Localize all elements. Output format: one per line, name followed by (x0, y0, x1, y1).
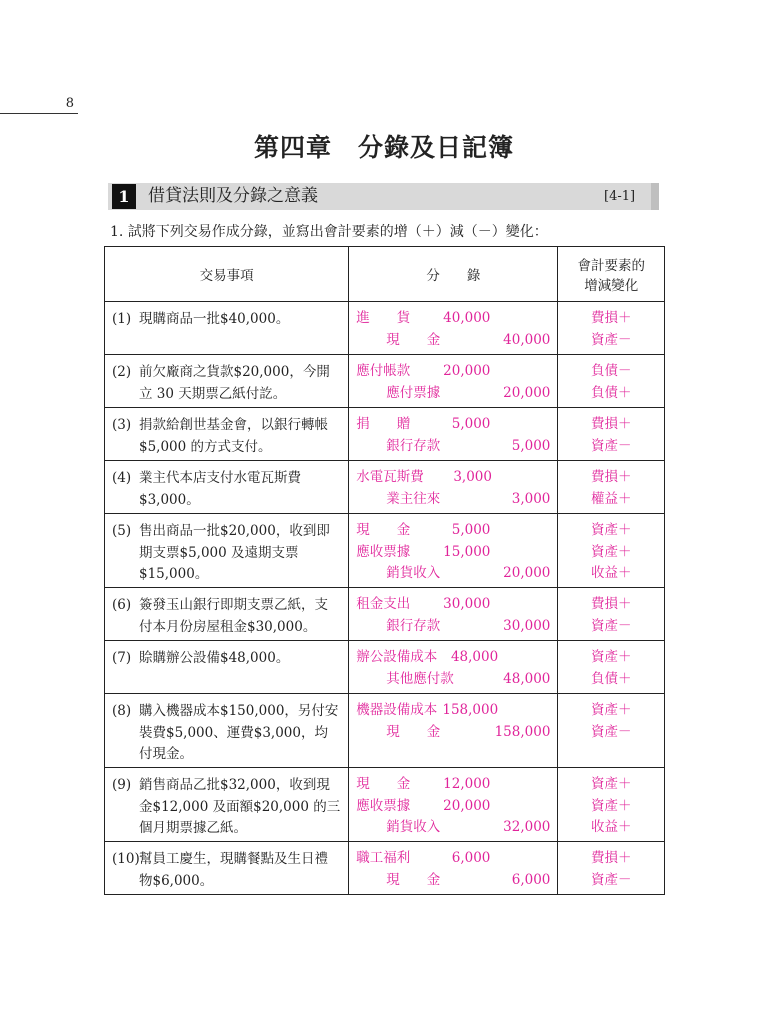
account-name: 現 金 (356, 522, 411, 538)
debit-amount (440, 616, 499, 638)
account-name: 銷貨收入 (386, 565, 441, 581)
account-name: 應付帳款 (356, 363, 411, 379)
debit-amount: 5,000 (451, 522, 491, 538)
account-name: 捐 贈 (356, 416, 411, 432)
table-header-row (105, 247, 665, 302)
debit-amount: 6,000 (451, 850, 491, 866)
table-row (105, 355, 665, 408)
debit-line (356, 700, 550, 722)
account-name: 租金支出 (356, 596, 411, 612)
account-name: 銷貨收入 (386, 819, 441, 835)
transaction-description: 簽發玉山銀行即期支票乙紙，支付本月份房屋租金$30,000。 (139, 597, 328, 635)
account-name: 辦公設備成本 (356, 649, 438, 665)
credit-line (356, 383, 550, 405)
credit-line (356, 817, 550, 839)
debit-amount (440, 722, 494, 744)
element-change: 負債＋ (590, 670, 632, 687)
credit-amount (498, 700, 550, 722)
transaction-number: (8) (112, 703, 132, 719)
section-number: 1 (112, 184, 136, 209)
element-change: 收益＋ (590, 565, 632, 581)
credit-amount: 20,000 (503, 384, 551, 401)
transaction-number: (1) (112, 311, 132, 327)
credit-line (356, 669, 550, 691)
credit-amount: 5,000 (511, 437, 551, 454)
debit-amount (440, 563, 499, 585)
entry-cell (349, 514, 558, 588)
debit-amount: 5,000 (451, 416, 491, 432)
debit-line (356, 361, 550, 383)
transaction-cell (105, 302, 349, 355)
transaction-description: 銷售商品乙批$32,000，收到現金$12,000 及面額$20,000 的三個月期票據乙紙。 (139, 777, 341, 836)
debit-amount (440, 817, 499, 839)
credit-line (356, 616, 550, 638)
element-change: 資產＋ (590, 522, 632, 538)
transaction-cell (105, 768, 349, 842)
credit-line (356, 489, 550, 511)
effect-cell (558, 408, 665, 461)
page-number: 8 (0, 96, 78, 114)
effect-cell (558, 842, 665, 895)
element-change: 資產－ (590, 723, 632, 740)
element-change: 資產＋ (590, 543, 632, 560)
debit-line (356, 774, 550, 796)
debit-amount: 20,000 (443, 363, 491, 379)
debit-amount (454, 669, 503, 691)
table-row (105, 302, 665, 355)
transaction-description: 捐款給創世基金會，以銀行轉帳$5,000 的方式支付。 (139, 417, 328, 455)
credit-amount (490, 308, 550, 330)
credit-amount: 20,000 (503, 565, 551, 581)
transaction-cell (105, 842, 349, 895)
transaction-number: (5) (112, 523, 132, 539)
credit-line (356, 870, 550, 892)
debit-amount: 12,000 (443, 776, 491, 792)
debit-line (356, 414, 550, 436)
element-change: 權益＋ (590, 490, 632, 507)
debit-amount (440, 330, 499, 352)
account-name: 銀行存款 (386, 617, 441, 634)
debit-line (356, 647, 550, 669)
element-change: 資產－ (590, 871, 632, 888)
account-name: 業主往來 (386, 490, 441, 507)
table-row (105, 588, 665, 641)
element-change: 負債－ (590, 363, 632, 379)
account-name: 其他應付款 (386, 670, 454, 687)
transaction-description: 前欠廠商之貨款$20,000，今開立 30 天期票乙紙付訖。 (139, 364, 330, 402)
header-transaction: 交易事項 (105, 247, 349, 302)
credit-amount (490, 542, 550, 564)
transaction-cell (105, 355, 349, 408)
entry-cell (349, 355, 558, 408)
debit-amount (440, 870, 499, 892)
effect-cell (558, 641, 665, 694)
credit-line (356, 722, 550, 744)
credit-amount: 40,000 (503, 331, 551, 348)
entry-cell (349, 302, 558, 355)
transaction-number: (4) (112, 470, 132, 486)
debit-amount: 20,000 (443, 797, 491, 814)
credit-amount: 48,000 (503, 670, 551, 687)
effect-cell (558, 694, 665, 768)
section-header-end (651, 183, 659, 210)
entry-cell (349, 461, 558, 514)
debit-amount (440, 436, 499, 458)
account-name: 職工福利 (356, 850, 411, 866)
element-change: 資產－ (590, 617, 632, 634)
debit-line (356, 520, 550, 542)
debit-amount: 3,000 (453, 469, 492, 485)
credit-line (356, 436, 550, 458)
entry-cell (349, 641, 558, 694)
account-name: 現 金 (386, 871, 441, 888)
credit-amount: 32,000 (503, 819, 551, 835)
entry-cell (349, 694, 558, 768)
account-name: 應收票據 (356, 543, 411, 560)
debit-line (356, 796, 550, 818)
transaction-description: 現購商品一批$40,000。 (139, 311, 290, 327)
transaction-number: (3) (112, 417, 132, 433)
table-body (105, 302, 665, 895)
element-change: 費損＋ (590, 596, 632, 612)
credit-amount (490, 796, 550, 818)
element-change: 資產－ (590, 331, 632, 348)
table-row (105, 694, 665, 768)
transaction-description: 業主代本店支付水電瓦斯費 $3,000。 (139, 470, 301, 508)
transaction-description: 售出商品一批$20,000，收到即期支票$5,000 及遠期支票 $15,000。 (139, 523, 330, 582)
header-effect-line1: 會計要素的 (577, 258, 645, 274)
debit-line (356, 848, 550, 870)
entry-cell (349, 588, 558, 641)
debit-line (356, 594, 550, 616)
element-change: 費損＋ (590, 416, 632, 432)
table-row (105, 408, 665, 461)
credit-amount (490, 520, 550, 542)
account-name: 應付票據 (386, 384, 441, 401)
debit-amount (440, 383, 499, 405)
transaction-number: (9) (112, 777, 132, 793)
account-name: 銀行存款 (386, 437, 441, 454)
credit-line (356, 563, 550, 585)
table-row (105, 641, 665, 694)
element-change: 收益＋ (590, 819, 632, 835)
header-entry: 分 錄 (349, 247, 558, 302)
effect-cell (558, 514, 665, 588)
transaction-number: (2) (112, 364, 132, 380)
entry-cell (349, 768, 558, 842)
table-row (105, 514, 665, 588)
transaction-description: 幫員工慶生，現購餐點及生日禮物$6,000。 (139, 851, 328, 889)
credit-amount: 158,000 (494, 723, 551, 740)
element-change: 資產＋ (590, 797, 632, 814)
credit-line (356, 330, 550, 352)
transaction-cell (105, 588, 349, 641)
header-effect (558, 247, 665, 302)
debit-line (356, 308, 550, 330)
account-name: 應收票據 (356, 797, 411, 814)
debit-amount: 48,000 (450, 649, 499, 665)
chapter-title: 第四章 分錄及日記簿 (253, 133, 514, 162)
element-change: 資產－ (590, 437, 632, 454)
debit-amount: 30,000 (443, 596, 491, 612)
credit-amount (490, 774, 550, 796)
transaction-description: 購入機器成本$150,000，另付安裝費$5,000、運費$3,000，均付現金。 (139, 703, 339, 762)
credit-amount (492, 467, 550, 489)
transaction-cell (105, 461, 349, 514)
element-change: 費損＋ (590, 469, 632, 485)
effect-cell (558, 461, 665, 514)
credit-amount (490, 414, 550, 436)
account-name: 現 金 (386, 331, 441, 348)
element-change: 資產＋ (590, 649, 632, 665)
element-change: 費損＋ (590, 850, 632, 866)
account-name: 水電瓦斯費 (356, 469, 424, 485)
credit-amount (498, 647, 550, 669)
effect-cell (558, 355, 665, 408)
transaction-number: (6) (112, 597, 132, 613)
entry-cell (349, 408, 558, 461)
transaction-cell (105, 641, 349, 694)
account-name: 現 金 (386, 723, 441, 740)
element-change: 資產＋ (590, 776, 632, 792)
debit-amount (440, 489, 499, 511)
debit-amount: 40,000 (443, 310, 491, 326)
element-change: 費損＋ (590, 310, 632, 326)
element-change: 負債＋ (590, 384, 632, 401)
instruction-text: 1. 試將下列交易作成分錄，並寫出會計要素的增（＋）減（－）變化： (110, 224, 548, 240)
table-row (105, 461, 665, 514)
debit-amount: 158,000 (442, 702, 499, 718)
transaction-cell (105, 408, 349, 461)
debit-line (356, 542, 550, 564)
effect-cell (558, 768, 665, 842)
account-name: 機器設備成本 (356, 702, 438, 718)
credit-amount: 30,000 (503, 617, 551, 634)
effect-cell (558, 588, 665, 641)
transaction-number: (10) (112, 851, 140, 867)
transaction-cell (105, 694, 349, 768)
credit-amount (490, 594, 550, 616)
header-effect-line2: 增減變化 (584, 278, 639, 294)
element-change: 資產＋ (590, 702, 632, 718)
account-name: 現 金 (356, 776, 411, 792)
entry-cell (349, 842, 558, 895)
table-row (105, 768, 665, 842)
section-title: 借貸法則及分錄之意義 (148, 186, 318, 206)
debit-line (356, 467, 550, 489)
credit-amount: 3,000 (511, 490, 551, 507)
section-reference: [4-1] (604, 189, 636, 204)
table-row (105, 842, 665, 895)
transaction-number: (7) (112, 650, 132, 666)
credit-amount (490, 361, 550, 383)
transaction-cell (105, 514, 349, 588)
credit-amount (490, 848, 550, 870)
effect-cell (558, 302, 665, 355)
journal-entry-table (104, 246, 665, 895)
account-name: 進 貨 (356, 310, 411, 326)
debit-amount: 15,000 (443, 543, 491, 560)
credit-amount: 6,000 (511, 871, 551, 888)
transaction-description: 賒購辦公設備$48,000。 (139, 650, 290, 666)
